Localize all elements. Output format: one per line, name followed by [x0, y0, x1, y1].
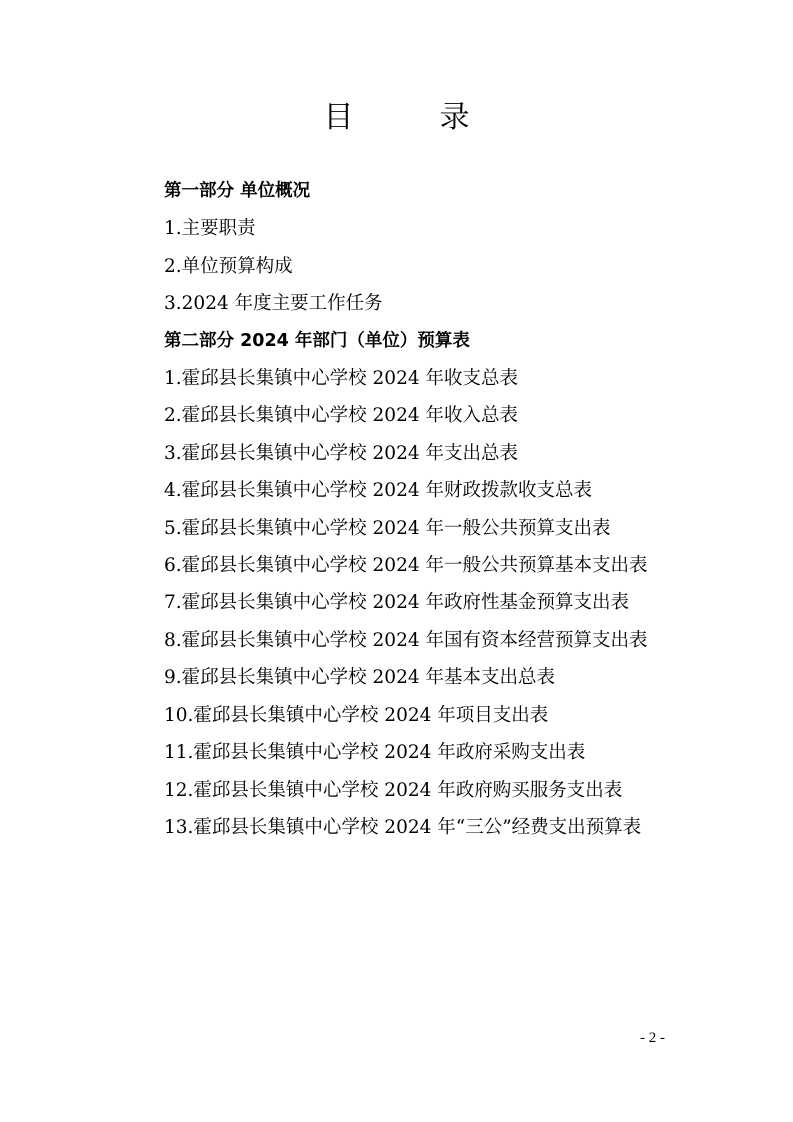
- toc-item: 11.霍邱县长集镇中心学校 2024 年政府采购支出表: [164, 742, 586, 764]
- toc-item: 2.霍邱县长集镇中心学校 2024 年收入总表: [164, 405, 518, 427]
- toc-section-heading: 第一部分 单位概况: [164, 181, 311, 201]
- toc-section-heading: 第二部分 2024 年部门（单位）预算表: [164, 330, 470, 351]
- toc-item: 13.霍邱县长集镇中心学校 2024 年“三公”经费支出预算表: [164, 816, 642, 838]
- toc-item: 5.霍邱县长集镇中心学校 2024 年一般公共预算支出表: [164, 517, 611, 539]
- page-title: 目 录: [323, 100, 498, 135]
- toc-item: 9.霍邱县长集镇中心学校 2024 年基本支出总表: [164, 667, 555, 689]
- toc-item: 2.单位预算构成: [164, 255, 293, 277]
- toc-item: 1.霍邱县长集镇中心学校 2024 年收支总表: [164, 368, 518, 390]
- toc-item: 3.霍邱县长集镇中心学校 2024 年支出总表: [164, 442, 518, 464]
- toc-item: 10.霍邱县长集镇中心学校 2024 年项目支出表: [164, 704, 549, 726]
- toc-item: 3.2024 年度主要工作任务: [164, 293, 383, 315]
- toc-item: 12.霍邱县长集镇中心学校 2024 年政府购买服务支出表: [164, 779, 623, 801]
- toc-item: 7.霍邱县长集镇中心学校 2024 年政府性基金预算支出表: [164, 592, 629, 614]
- toc-item: 8.霍邱县长集镇中心学校 2024 年国有资本经营预算支出表: [164, 629, 648, 651]
- table-of-contents: [122, 173, 682, 846]
- toc-item: 6.霍邱县长集镇中心学校 2024 年一般公共预算基本支出表: [164, 555, 648, 577]
- toc-item: 1.主要职责: [164, 218, 256, 240]
- page-number: - 2 -: [640, 1030, 665, 1046]
- toc-item: 4.霍邱县长集镇中心学校 2024 年财政拨款收支总表: [164, 480, 592, 502]
